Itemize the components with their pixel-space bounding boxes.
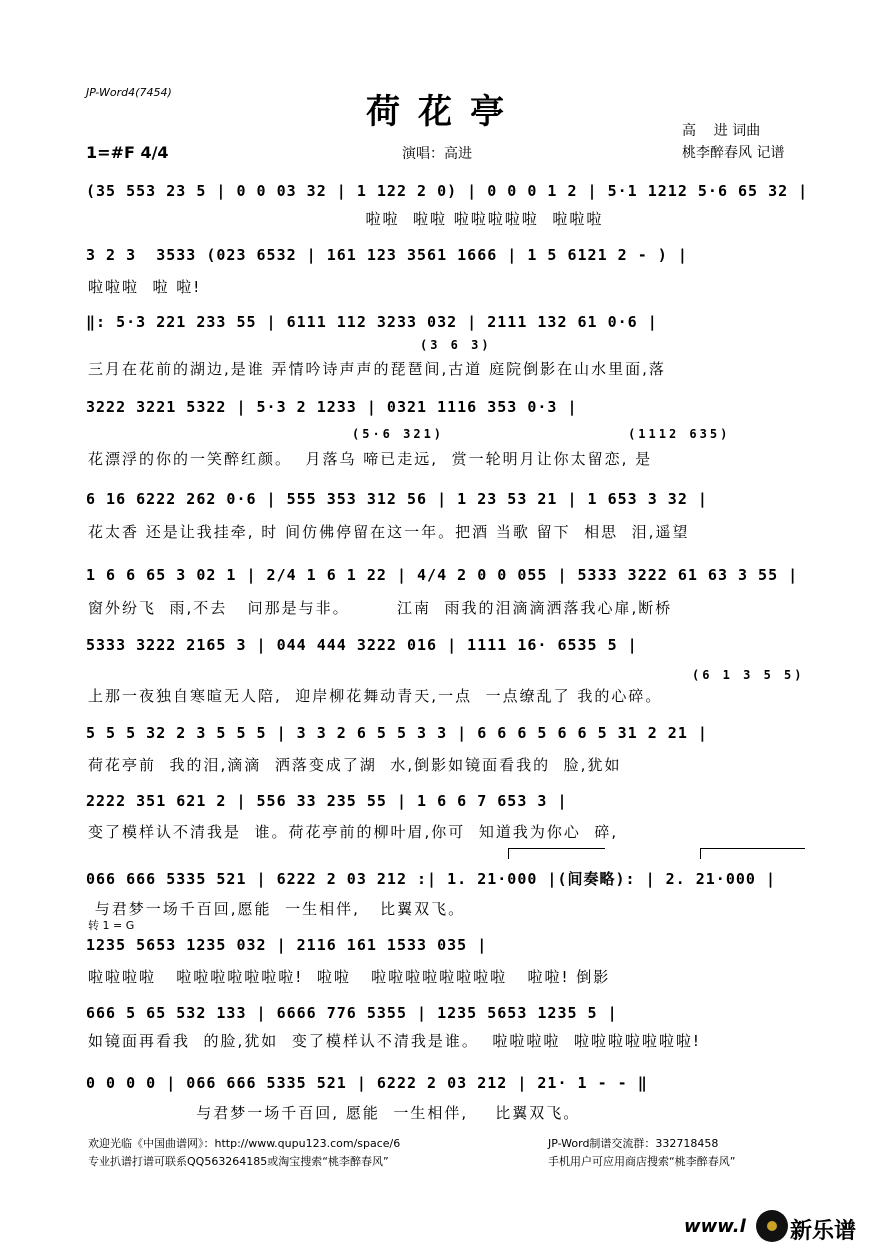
lyric-line: 啦啦啦 啦 啦! (88, 278, 202, 296)
notation-line: 1 6 6 65 3 02 1 | 2/4 1 6 1 22 | 4/4 2 0 0 055 | 5333 3222 61 63 3 55 | (86, 566, 799, 584)
footer-group: JP-Word制谱交流群：332718458 (548, 1137, 719, 1150)
lyric-line: 啦啦啦啦 啦啦啦啦啦啦啦! 啦啦 啦啦啦啦啦啦啦啦 啦啦! 倒影 (88, 968, 611, 986)
notation-line: 1235 5653 1235 032 | 2116 161 1533 035 | (86, 936, 488, 954)
software-tag: JP-Word4(7454) (86, 86, 172, 99)
composer-credit: 高 进 词曲 (682, 123, 761, 139)
lyric-line: 变了模样认不清我是 谁。荷花亭前的柳叶眉,你可 知道我为你心 碎, (88, 823, 619, 841)
notation-line: 066 666 5335 521 | 6222 2 03 212 :| 1. 21·000 |(间奏略): | 2. 21·000 | (86, 870, 776, 888)
footer-website-link[interactable]: 欢迎光临《中国曲谱网》：http://www.qupu123.com/space/6 (88, 1137, 401, 1150)
lyric-line: 如镜面再看我 的脸,犹如 变了模样认不清我是谁。 啦啦啦啦 啦啦啦啦啦啦啦! (88, 1032, 701, 1050)
lyric-line: 啦啦 啦啦 啦啦啦啦啦 啦啦啦 (88, 210, 604, 228)
lyric-line: 花漂浮的你的一笑醉红颜。 月落乌 啼已走远, 赏一轮明月让你太留恋, 是 (88, 450, 653, 468)
footer-app: 手机用户可应用商店搜索“桃李醉春风” (548, 1155, 736, 1168)
lyric-line: 窗外纷飞 雨,不去 问那是与非。 江南 雨我的泪滴滴洒落我心扉,断桥 (88, 599, 673, 617)
lyric-line: 花太香 还是让我挂牵, 时 间仿佛停留在这一年。把酒 当歌 留下 相思 泪,遥望 (88, 523, 690, 541)
notation-line: 5333 3222 2165 3 | 044 444 3222 016 | 1111 16· 6535 5 | (86, 636, 638, 654)
watermark-logo-text: 新乐谱 (790, 1219, 857, 1244)
notation-line: (35 553 23 5 | 0 0 03 32 | 1 122 2 0) | 0 0 0 1 2 | 5·1 1212 5·6 65 32 | (86, 182, 809, 200)
notation-line: 2222 351 621 2 | 556 33 235 55 | 1 6 6 7 653 3 | (86, 792, 568, 810)
transcriber-credit: 桃李醉春风 记谱 (682, 145, 785, 161)
notation-line: 6 16 6222 262 0·6 | 555 353 312 56 | 1 23 53 21 | 1 653 3 32 | (86, 490, 708, 508)
lyric-line: 与君梦一场千百回, 愿能 一生相伴, 比翼双飞。 (88, 1104, 581, 1122)
song-title: 荷花亭 (366, 92, 522, 132)
notation-line: 0 0 0 0 | 066 666 5335 521 | 6222 2 03 212 | 21· 1 - - ‖ (86, 1074, 648, 1092)
watermark-url: www.l (684, 1216, 746, 1237)
modulation-label: 转 1 = G (88, 919, 135, 932)
lyric-line: 与君梦一场千百回,愿能 一生相伴, 比翼双飞。 (88, 900, 466, 918)
key-signature: 1=#F 4/4 (86, 143, 169, 162)
volta-1-bracket (508, 848, 605, 859)
alternate-notes: (3 6 3) (420, 338, 492, 352)
alternate-notes: (6 1 3 5 5) (692, 668, 805, 682)
lyric-line: 荷花亭前 我的泪,滴滴 洒落变成了湖 水,倒影如镜面看我的 脸,犹如 (88, 756, 622, 774)
notation-line: 3222 3221 5322 | 5·3 2 1233 | 0321 1116 353 0·3 | (86, 398, 578, 416)
record-disc-icon (756, 1210, 788, 1242)
notation-line: 3 2 3 3533 (023 6532 | 161 123 3561 1666 | 1 5 6121 2 - ) | (86, 246, 688, 264)
volta-2-bracket (700, 848, 805, 859)
lyric-line: 上那一夜独自寒暄无人陪, 迎岸柳花舞动青天,一点 一点缭乱了 我的心碎。 (88, 687, 663, 705)
notation-line: ‖: 5·3 221 233 55 | 6111 112 3233 032 | 2111 132 61 0·6 | (86, 313, 658, 331)
notation-line: 666 5 65 532 133 | 6666 776 5355 | 1235 5653 1235 5 | (86, 1004, 618, 1022)
footer-contact: 专业扒谱打谱可联系QQ563264185或淘宝搜索“桃李醉春风” (88, 1155, 389, 1168)
singer-credit: 演唱：高进 (402, 146, 472, 162)
notation-line: 5 5 5 32 2 3 5 5 5 | 3 3 2 6 5 5 3 3 | 6 6 6 5 6 6 5 31 2 21 | (86, 724, 708, 742)
alternate-notes: (5·6 321) (1112 635) (352, 427, 731, 441)
lyric-line: 三月在花前的湖边,是谁 弄情吟诗声声的琵琶间,古道 庭院倒影在山水里面,落 (88, 360, 666, 378)
